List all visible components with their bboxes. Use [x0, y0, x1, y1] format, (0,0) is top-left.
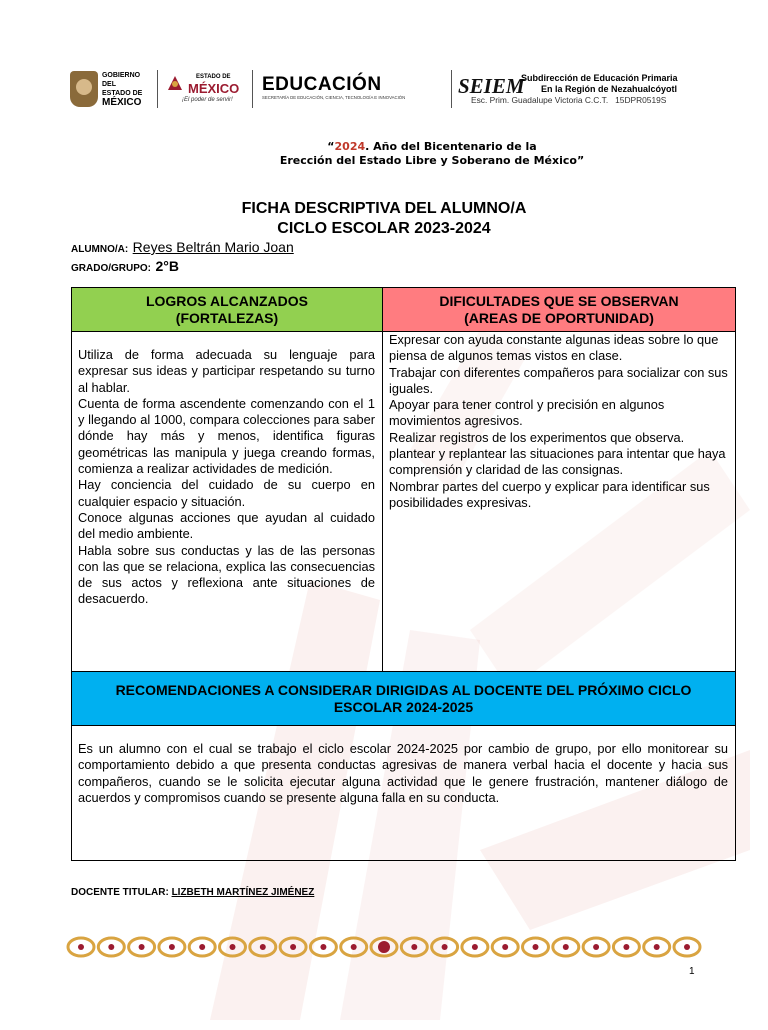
- school-line: Esc. Prim. Guadalupe Victoria C.C.T. 15DPR0519S: [471, 95, 667, 105]
- header-divider: [252, 70, 253, 108]
- dificultades-cell: [382, 331, 736, 672]
- edomex-mark-icon: [166, 74, 184, 92]
- gobierno-edomex-logo: [70, 69, 156, 109]
- document-subtitle: CICLO ESCOLAR 2023-2024: [277, 220, 491, 237]
- educacion-subtitle: SECRETARÍA DE EDUCACIÓN, CIENCIA, TECNOLOGÍA E INNOVACIÓN: [262, 95, 406, 100]
- ornament-motif-icon: [432, 938, 458, 956]
- document-title: FICHA DESCRIPTIVA DEL ALUMNO/A: [241, 200, 527, 217]
- ornament-motif-icon: [462, 938, 488, 956]
- logros-header: [71, 287, 383, 332]
- dificultades-item: Nombrar partes del cuerpo y explicar para identificar sus posibilidades expresivas.: [389, 478, 710, 510]
- recomendaciones-text: Es un alumno con el cual se trabajo el ciclo escolar 2024-2025 por cambio de grupo, por ello monitorear su comportamiento debido a que presenta conductas agresivas de manera verbal hacia el docente y hacia sus compañeros, cuando se le solicita ejecutar alguna actividad que le genere frustración, mantener diálogo de acuerdos y compromisos cuando se presente alguna falla en su conducta.: [78, 741, 728, 805]
- header-divider: [157, 70, 158, 108]
- ornament-motif-icon: [310, 938, 336, 956]
- dificultades-item: Apoyar para tener control y precisión en algunos movimientos agresivos.: [389, 397, 665, 429]
- logros-item: Cuenta de forma ascendente comenzando con el 1 y llegando al 1000, compara colecciones para saber dónde hay más y menos, identifica figuras geométricas las manipula y juega creando formas, comienza a realizar actividades de medición.: [78, 395, 375, 477]
- dificultades-item: Trabajar con diferentes compañeros para socializar con sus iguales.: [389, 364, 728, 396]
- ornament-motif-icon: [401, 938, 427, 956]
- logros-item: Hay conciencia del cuidado de su cuerpo en cualquier espacio y situación.: [78, 477, 375, 509]
- logros-item: Utiliza de forma adecuada su lenguaje para expresar sus ideas y participar respetando su turno al hablar.: [78, 347, 375, 395]
- recomendaciones-header: RECOMENDACIONES A CONSIDERAR DIRIGIDAS AL DOCENTE DEL PRÓXIMO CICLO ESCOLAR 2024-2025: [71, 671, 736, 726]
- ornament-motif-icon: [280, 938, 306, 956]
- ornament-motif-icon: [341, 938, 367, 956]
- docente-label: DOCENTE TITULAR:: [71, 887, 169, 898]
- docente-row: [71, 887, 314, 898]
- ornament-motif-icon: [613, 938, 639, 956]
- dificultades-item: Realizar registros de los experimentos que observa.: [389, 429, 685, 445]
- ornament-motif-icon: [68, 938, 94, 956]
- motto-open-quote: “: [327, 140, 335, 153]
- ornament-motif-icon: [220, 938, 246, 956]
- logros-cell: [71, 331, 383, 672]
- logros-item: Habla sobre sus conductas y las de las personas con las que se relaciona, explica las consecuencias de sus actos y reflexiona ante situaciones de desacuerdo.: [78, 542, 375, 607]
- docente-name: LIZBETH MARTÍNEZ JIMÉNEZ: [171, 887, 315, 898]
- dificultades-header: [382, 287, 736, 332]
- motto-line2: Erección del Estado Libre y Soberano de México”: [279, 154, 585, 167]
- ornament-motif-icon: [644, 938, 670, 956]
- alumno-row: [71, 239, 294, 257]
- gob-line2: ESTADO DE: [101, 90, 143, 97]
- motto-year: 2024: [334, 140, 366, 153]
- gob-line1: GOBIERNO DEL: [101, 72, 141, 88]
- coat-of-arms-icon: [70, 71, 98, 107]
- ornament-motif-icon: [98, 938, 124, 956]
- ornament-motif-icon: [674, 938, 700, 956]
- dificultades-title: DIFICULTADES QUE SE OBSERVAN: [439, 292, 679, 309]
- ornament-motif-icon: [129, 938, 155, 956]
- recomendaciones-cell: [71, 725, 736, 861]
- educacion-logo-text: EDUCACIÓN: [262, 74, 382, 95]
- gob-line3: MÉXICO: [101, 97, 142, 108]
- motto-line1-text: . Año del Bicentenario de la: [365, 140, 537, 153]
- region-line: En la Región de Nezahualcóyotl: [541, 84, 678, 94]
- estado-de-mexico-logo: [166, 72, 248, 106]
- dificultades-subtitle: (AREAS DE OPORTUNIDAD): [464, 309, 654, 326]
- ornament-motif-icon: [371, 938, 397, 956]
- page-number: 1: [689, 966, 695, 977]
- dificultades-item: Expresar con ayuda constante algunas ideas sobre lo que piensa de algunos temas vistos en clase.: [389, 332, 719, 364]
- logros-subtitle: (FORTALEZAS): [175, 309, 279, 326]
- ornament-motif-icon: [250, 938, 276, 956]
- grado-row: [71, 258, 179, 276]
- edomex-line2: MÉXICO: [188, 81, 240, 96]
- ornament-motif-icon: [492, 938, 518, 956]
- dificultades-item: plantear y replantear las situaciones para intentar que haya comprensión y claridad de las consignas.: [389, 446, 726, 478]
- ornamental-border: [66, 932, 702, 962]
- alumno-value: Reyes Beltrán Mario Joan: [132, 239, 294, 255]
- logros-item: Conoce algunas acciones que ayudan al cuidado del medio ambiente.: [78, 509, 375, 542]
- ornament-motif-icon: [523, 938, 549, 956]
- ornament-motif-icon: [159, 938, 185, 956]
- ornament-motif-icon: [189, 938, 215, 956]
- logros-title: LOGROS ALCANZADOS: [145, 292, 309, 309]
- grado-value: 2°B: [155, 258, 179, 274]
- subdireccion-line: Subdirección de Educación Primaria: [521, 73, 678, 83]
- alumno-label: ALUMNO/A:: [71, 244, 129, 255]
- seiem-logo-text: SEIEM: [458, 74, 525, 98]
- edomex-slogan: ¡El poder de servir!: [182, 97, 233, 103]
- motto-line1: [0, 140, 768, 153]
- ornament-motif-icon: [553, 938, 579, 956]
- edomex-line1: ESTADO DE: [196, 74, 231, 80]
- grado-label: GRADO/GRUPO:: [71, 263, 151, 274]
- ornament-motif-icon: [583, 938, 609, 956]
- header-divider: [451, 70, 452, 108]
